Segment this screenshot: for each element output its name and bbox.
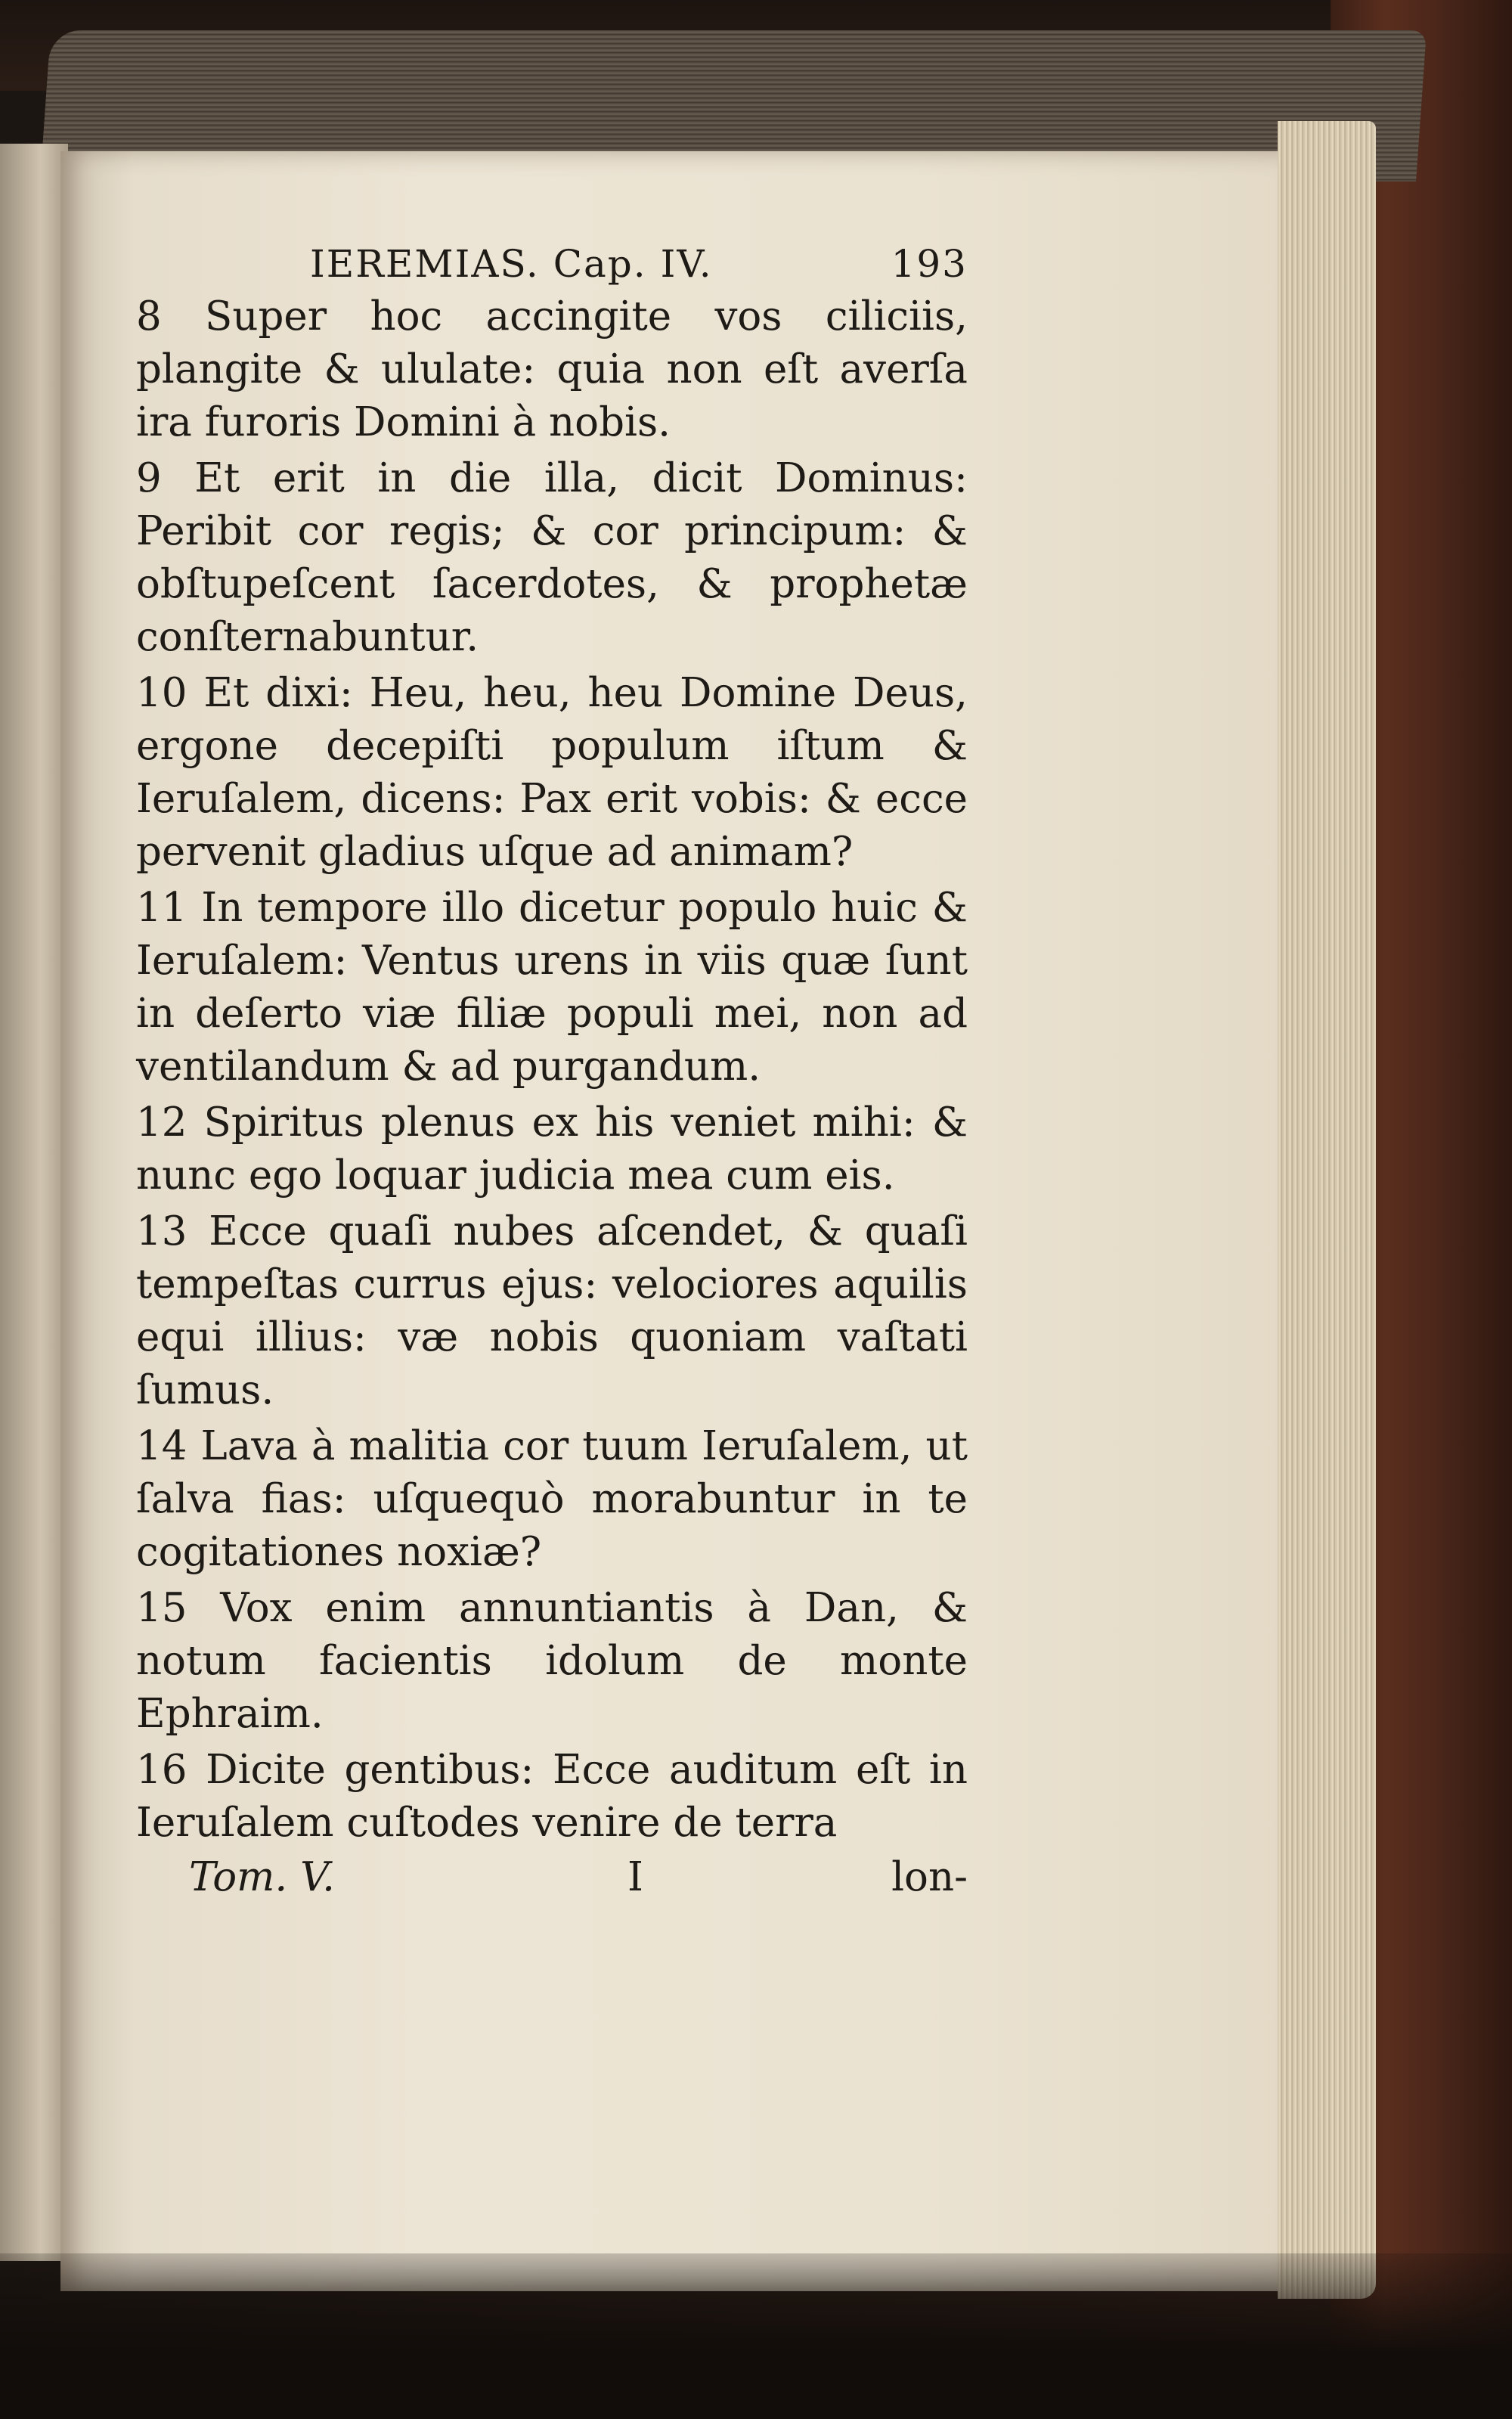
- facing-page-edge: [0, 144, 68, 2261]
- page-footer: [136, 1854, 968, 1907]
- signature-mark: I: [627, 1854, 643, 1900]
- background-shadow: [0, 2253, 1512, 2419]
- volume-mark: Tom. V.: [189, 1854, 335, 1900]
- catchword: lon-: [891, 1854, 968, 1900]
- verse-11: 11 In tempore illo dicetur populo huic & Ieruſalem: Ventus urens in viis quæ ſunt in deſerto viæ filiæ populi mei, non ad ventilandum & ad purgandum.: [136, 885, 968, 1090]
- verse-15: 15 Vox enim annuntiantis à Dan, & notum facientis idolum de monte Ephraim.: [136, 1585, 968, 1737]
- running-head-title: IEREMIAS. Cap. IV.: [310, 242, 713, 286]
- page-number: 193: [891, 242, 968, 286]
- verse-10: 10 Et dixi: Heu, heu, heu Domine Deus, ergone decepiſti populum iſtum & Ieruſalem, dicens: Pax erit vobis: & ecce pervenit gladius uſque ad animam?: [136, 670, 968, 875]
- verse-14: 14 Lava à malitia cor tuum Ieruſalem, ut ſalva fias: uſquequò morabuntur in te cogitationes noxiæ?: [136, 1423, 968, 1575]
- page-block-fore-edge: [1278, 121, 1376, 2299]
- page-text-block: [136, 242, 968, 1907]
- verse-9: 9 Et erit in die illa, dicit Dominus: Peribit cor regis; & cor principum: & obſtupeſcent ſacerdotes, & prophetæ conſternabuntur.: [136, 455, 968, 660]
- verse-list: [136, 290, 968, 1850]
- verse-12: 12 Spiritus plenus ex his veniet mihi: & nunc ego loquar judicia mea cum eis.: [136, 1099, 968, 1199]
- verse-16: 16 Dicite gentibus: Ecce auditum eſt in Ieruſalem cuſtodes venire de terra: [136, 1747, 968, 1846]
- verse-8: 8 Super hoc accingite vos ciliciis, plangite & ululate: quia non eſt averſa ira furoris Domini à nobis.: [136, 293, 968, 445]
- running-head: [136, 242, 968, 290]
- verse-13: 13 Ecce quaſi nubes aſcendet, & quaſi tempeſtas currus ejus: velociores aquilis equi illius: væ nobis quoniam vaſtati ſumus.: [136, 1208, 968, 1413]
